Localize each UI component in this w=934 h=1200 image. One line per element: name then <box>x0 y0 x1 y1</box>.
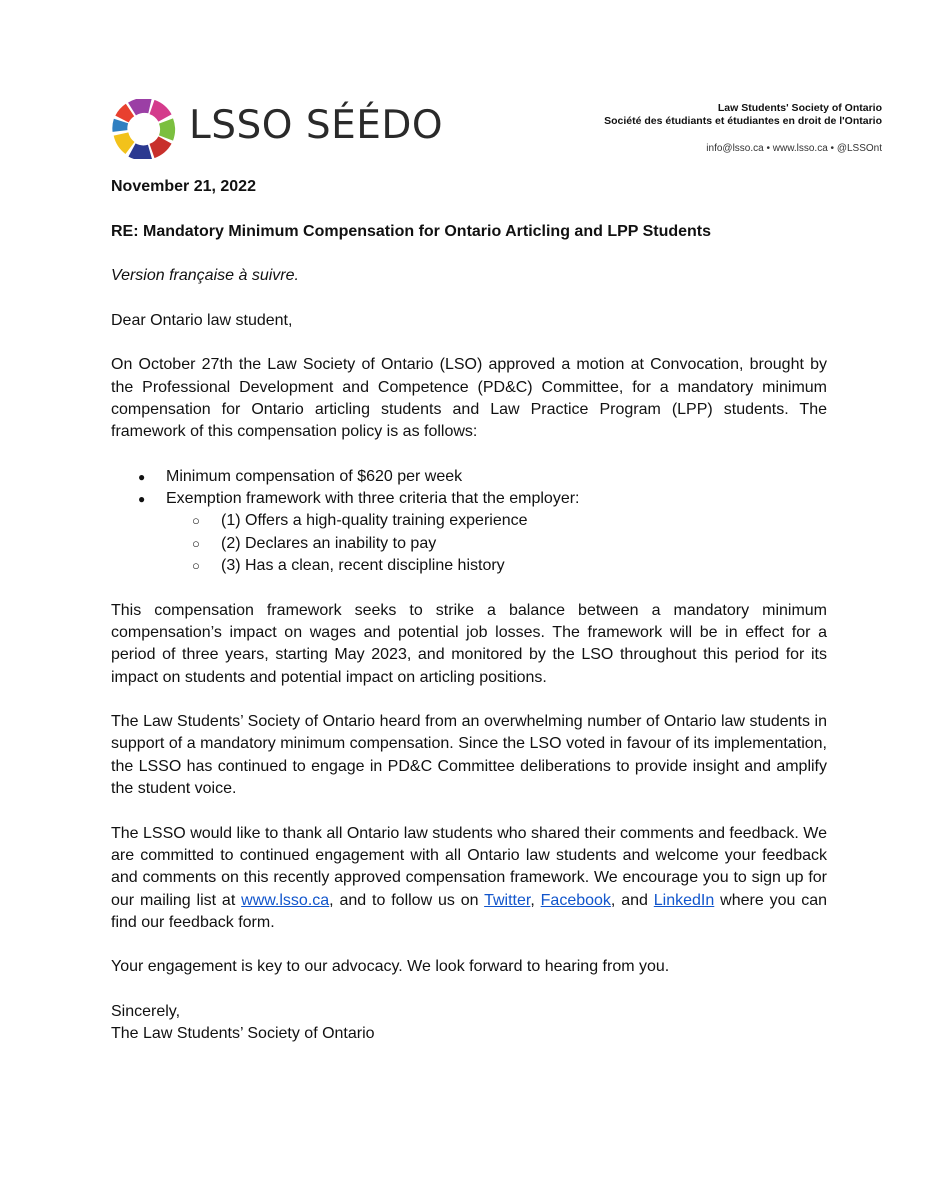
signature: The Law Students’ Society of Ontario <box>111 1025 375 1043</box>
facebook-link[interactable]: Facebook <box>540 891 611 909</box>
paragraph-3: The Law Students’ Society of Ontario heard from an overwhelming number of Ontario law students in support of a mandatory minimum compensation. Since the LSO voted in favour of its implementation, the LSSO has continued to engage in PD&C Committee deliberations to provide insight and amplify the student voice. <box>111 713 827 798</box>
hollow-bullet-icon: ○ <box>192 558 200 574</box>
list-item: ● Minimum compensation of $620 per week <box>111 466 827 488</box>
twitter-link[interactable]: Twitter <box>484 891 531 909</box>
paragraph-1: On October 27th the Law Society of Ontario (LSO) approved a motion at Convocation, brought by the Professional Development and Competence (PD&C) Committee, for a mandatory minimum compensation for Ontario articling students and Law Practice Program (LPP) students. The framework of this compensation policy is as follows: <box>111 356 827 441</box>
lsso-logo <box>109 99 449 159</box>
criteria-list <box>166 510 827 577</box>
bullet-icon: ● <box>138 469 146 484</box>
paragraph-5: Your engagement is key to our advocacy. We look forward to hearing from you. <box>111 958 670 976</box>
french-version-note: Version française à suivre. <box>111 267 299 285</box>
paragraph-2: This compensation framework seeks to strike a balance between a mandatory minimum compensation’s impact on wages and potential job losses. The framework will be in effect for a period of three years, starting May 2023, and monitored by the LSO throughout this period for its impact on students and potential impact on articling positions. <box>111 601 827 686</box>
org-name-block <box>604 102 882 128</box>
letter-body <box>111 176 827 1046</box>
salutation: Dear Ontario law student, <box>111 311 293 329</box>
website-link[interactable]: www.lsso.ca <box>241 891 330 909</box>
hollow-bullet-icon: ○ <box>192 513 200 529</box>
letter-subject: RE: Mandatory Minimum Compensation for Ontario Articling and LPP Students <box>111 222 712 240</box>
letter-date: November 21, 2022 <box>111 178 256 195</box>
org-name-fr: Société des étudiants et étudiantes en droit de l'Ontario <box>604 115 882 127</box>
list-item: ○ (3) Has a clean, recent discipline history <box>166 555 827 577</box>
logo-wordmark: LSSO SÉÉDO <box>189 103 444 148</box>
org-name-en: Law Students' Society of Ontario <box>717 102 882 114</box>
hollow-bullet-icon: ○ <box>192 535 200 551</box>
list-item: ○ (2) Declares an inability to pay <box>166 533 827 555</box>
lsso-logo-ring-icon <box>109 99 179 159</box>
list-item: ○ (1) Offers a high-quality training experience <box>166 510 827 532</box>
contact-line: info@lsso.ca • www.lsso.ca • @LSSOnt <box>706 143 882 154</box>
paragraph-4: The LSSO would like to thank all Ontario law students who shared their comments and feedback. We are committed to continued engagement with all Ontario law students and welcome your feedback and comments on this recently approved compensation framework. We encourage you to sign up for our mailing list at www.lsso.ca, and to follow us on Twitter, Facebook, and LinkedIn where you can find our feedback form. <box>111 824 828 931</box>
list-item: ● Exemption framework with three criteria that the employer: ○ (1) Offers a high-quality training experience ○ (2) Declares an inability to pay ○ (3) Has a clean, recent discipline history <box>111 488 827 577</box>
bullet-icon: ● <box>138 492 146 507</box>
closing: Sincerely, <box>111 1002 181 1020</box>
linkedin-link[interactable]: LinkedIn <box>653 891 715 909</box>
framework-list <box>111 466 827 577</box>
